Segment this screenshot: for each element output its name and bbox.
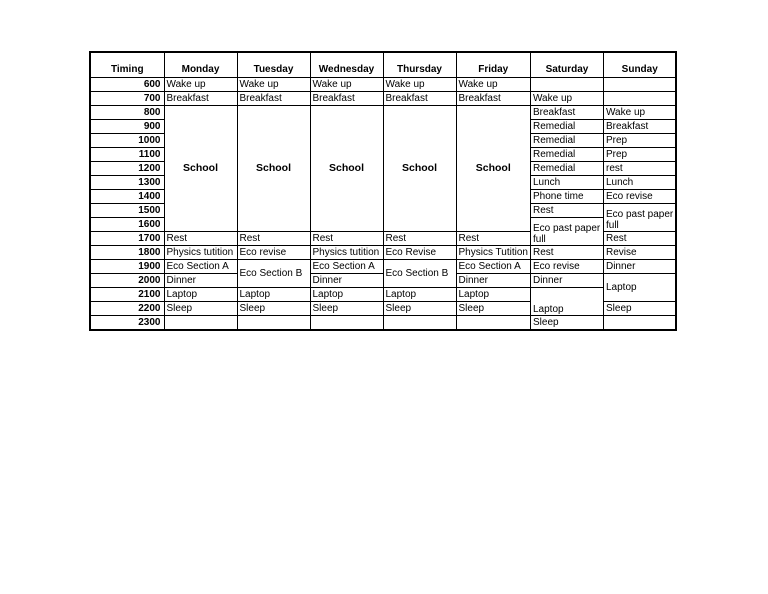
cell-tue-600: Wake up <box>237 78 310 92</box>
cell-sun-1700: Rest <box>603 232 676 246</box>
cell-thu-2100: Laptop <box>383 288 456 302</box>
cell-mon-1800: Physics tutition <box>164 246 237 260</box>
time-cell: 1200 <box>90 162 164 176</box>
cell-sun-1400: Eco revise <box>603 190 676 204</box>
table-row <box>90 288 676 302</box>
cell-tue-2200: Sleep <box>237 302 310 316</box>
cell-sat-1200: Remedial <box>530 162 603 176</box>
cell-sat-1900: Eco revise <box>530 260 603 274</box>
cell-sat-1300: Lunch <box>530 176 603 190</box>
cell-sat-600 <box>530 78 603 92</box>
header-row <box>90 52 676 78</box>
cell-sat-800: Breakfast <box>530 106 603 120</box>
header-wednesday: Wednesday <box>310 52 383 78</box>
time-cell: 900 <box>90 120 164 134</box>
cell-tue-2300 <box>237 316 310 331</box>
cell-wed-1700: Rest <box>310 232 383 246</box>
cell-tue-1900: Eco Section B <box>237 260 310 288</box>
cell-mon-1900: Eco Section A <box>164 260 237 274</box>
cell-sun-1000: Prep <box>603 134 676 148</box>
header-saturday: Saturday <box>530 52 603 78</box>
cell-sun-2300 <box>603 316 676 331</box>
cell-thu-2300 <box>383 316 456 331</box>
cell-thu-600: Wake up <box>383 78 456 92</box>
cell-mon-700: Breakfast <box>164 92 237 106</box>
header-timing: Timing <box>90 52 164 78</box>
cell-fri-700: Breakfast <box>456 92 530 106</box>
cell-tue-2100: Laptop <box>237 288 310 302</box>
cell-sun-1100: Prep <box>603 148 676 162</box>
cell-sat-1400: Phone time <box>530 190 603 204</box>
school-block-friday: School <box>456 106 530 232</box>
cell-sun-700 <box>603 92 676 106</box>
cell-sun-1900: Dinner <box>603 260 676 274</box>
cell-tue-1700: Rest <box>237 232 310 246</box>
time-cell: 2100 <box>90 288 164 302</box>
cell-mon-2200: Sleep <box>164 302 237 316</box>
cell-tue-1800: Eco revise <box>237 246 310 260</box>
cell-wed-2000: Dinner <box>310 274 383 288</box>
time-cell: 1600 <box>90 218 164 232</box>
cell-sat-2200: Laptop <box>530 288 603 316</box>
table-row <box>90 92 676 106</box>
cell-sat-1500: Rest <box>530 204 603 218</box>
time-cell: 1400 <box>90 190 164 204</box>
cell-sat-1000: Remedial <box>530 134 603 148</box>
table-row <box>90 78 676 92</box>
cell-sun-1200: rest <box>603 162 676 176</box>
cell-fri-2100: Laptop <box>456 288 530 302</box>
cell-thu-1900: Eco Section B <box>383 260 456 288</box>
cell-wed-1900: Eco Section A <box>310 260 383 274</box>
cell-wed-2100: Laptop <box>310 288 383 302</box>
cell-fri-600: Wake up <box>456 78 530 92</box>
cell-sat-1100: Remedial <box>530 148 603 162</box>
cell-wed-700: Breakfast <box>310 92 383 106</box>
cell-mon-600: Wake up <box>164 78 237 92</box>
time-cell: 600 <box>90 78 164 92</box>
cell-sat-2000: Dinner <box>530 274 603 288</box>
cell-fri-1900: Eco Section A <box>456 260 530 274</box>
school-block-thursday: School <box>383 106 456 232</box>
cell-fri-1800: Physics Tutition <box>456 246 530 260</box>
cell-sun-1500: Eco past paper full <box>603 204 676 232</box>
time-cell: 1300 <box>90 176 164 190</box>
cell-tue-700: Breakfast <box>237 92 310 106</box>
timetable <box>89 51 677 331</box>
header-thursday: Thursday <box>383 52 456 78</box>
header-tuesday: Tuesday <box>237 52 310 78</box>
cell-sat-2300: Sleep <box>530 316 603 331</box>
time-cell: 700 <box>90 92 164 106</box>
cell-sat-700: Wake up <box>530 92 603 106</box>
time-cell: 800 <box>90 106 164 120</box>
header-monday: Monday <box>164 52 237 78</box>
cell-mon-2300 <box>164 316 237 331</box>
header-sunday: Sunday <box>603 52 676 78</box>
time-cell: 1900 <box>90 260 164 274</box>
cell-mon-2100: Laptop <box>164 288 237 302</box>
header-friday: Friday <box>456 52 530 78</box>
cell-thu-1800: Eco Revise <box>383 246 456 260</box>
cell-sun-1800: Revise <box>603 246 676 260</box>
school-block-tuesday: School <box>237 106 310 232</box>
time-cell: 2000 <box>90 274 164 288</box>
cell-sat-900: Remedial <box>530 120 603 134</box>
time-cell: 1500 <box>90 204 164 218</box>
cell-sun-2200: Sleep <box>603 302 676 316</box>
cell-thu-2200: Sleep <box>383 302 456 316</box>
school-block-monday: School <box>164 106 237 232</box>
time-cell: 1100 <box>90 148 164 162</box>
cell-fri-1700: Rest <box>456 232 530 246</box>
cell-wed-600: Wake up <box>310 78 383 92</box>
table-row <box>90 246 676 260</box>
cell-mon-1700: Rest <box>164 232 237 246</box>
school-block-wednesday: School <box>310 106 383 232</box>
cell-sat-1600: Eco past paper full <box>530 218 603 246</box>
cell-fri-2300 <box>456 316 530 331</box>
cell-mon-2000: Dinner <box>164 274 237 288</box>
time-cell: 2200 <box>90 302 164 316</box>
cell-sun-1300: Lunch <box>603 176 676 190</box>
cell-sun-600 <box>603 78 676 92</box>
cell-thu-700: Breakfast <box>383 92 456 106</box>
cell-thu-1700: Rest <box>383 232 456 246</box>
cell-fri-2000: Dinner <box>456 274 530 288</box>
time-cell: 2300 <box>90 316 164 331</box>
cell-sun-800: Wake up <box>603 106 676 120</box>
cell-sun-2000: Laptop <box>603 274 676 302</box>
time-cell: 1800 <box>90 246 164 260</box>
cell-sun-900: Breakfast <box>603 120 676 134</box>
cell-sat-1800: Rest <box>530 246 603 260</box>
cell-fri-2200: Sleep <box>456 302 530 316</box>
cell-wed-2300 <box>310 316 383 331</box>
cell-wed-2200: Sleep <box>310 302 383 316</box>
time-cell: 1700 <box>90 232 164 246</box>
cell-wed-1800: Physics tutition <box>310 246 383 260</box>
table-row <box>90 260 676 274</box>
table-row <box>90 106 676 120</box>
table-row <box>90 316 676 331</box>
time-cell: 1000 <box>90 134 164 148</box>
